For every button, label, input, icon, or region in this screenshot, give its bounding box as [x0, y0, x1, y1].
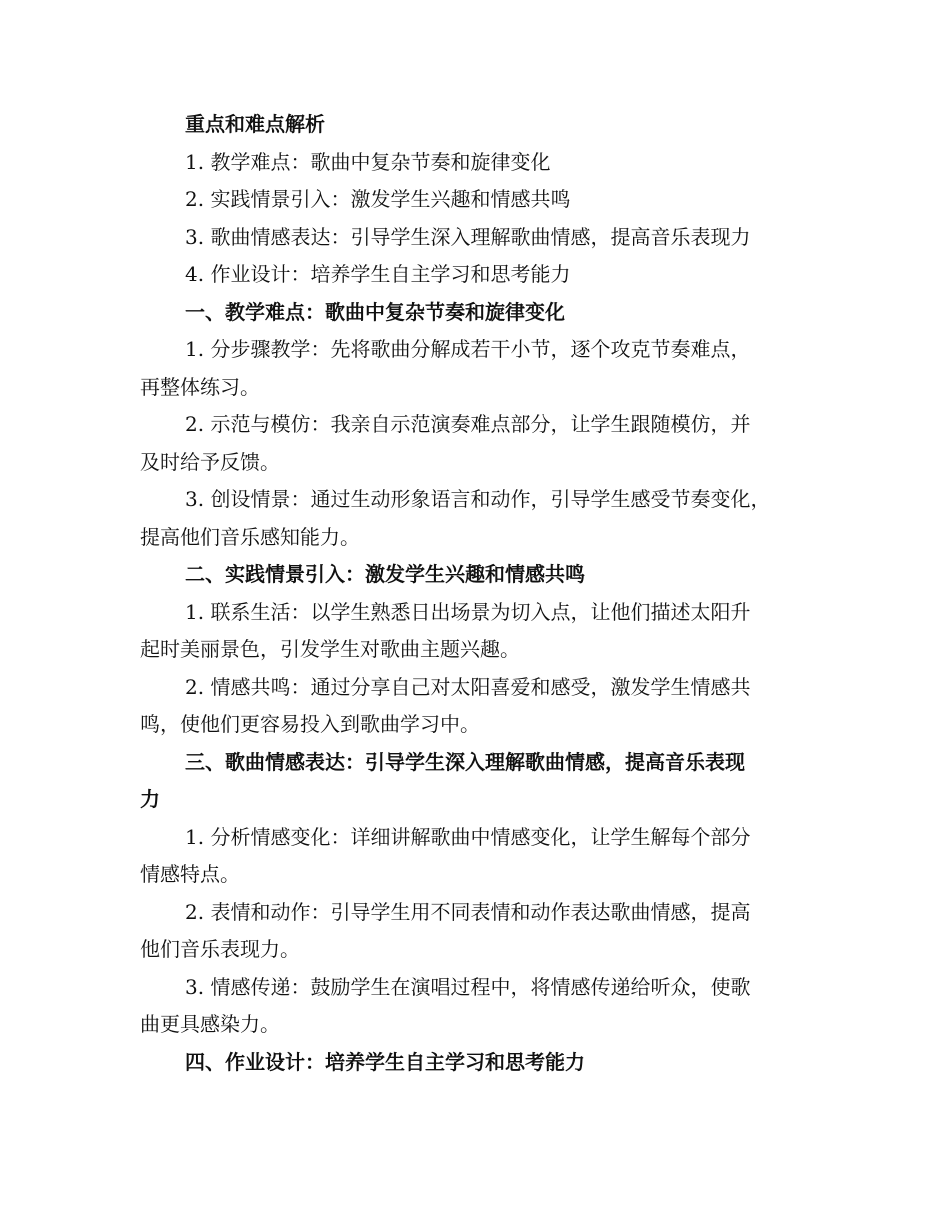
overview-item-4: 4. 作业设计：培养学生自主学习和思考能力	[185, 262, 571, 286]
section-2-item-1-line-1: 1. 联系生活：以学生熟悉日出场景为切入点，让他们描述太阳升	[185, 599, 751, 624]
section-2-heading: 二、实践情景引入：激发学生兴趣和情感共鸣	[185, 562, 585, 586]
section-3-item-2-line-2: 他们音乐表现力。	[140, 937, 300, 961]
section-1-item-1-line-2: 再整体练习。	[140, 374, 260, 399]
section-2-item-2-line-2: 鸣，使他们更容易投入到歌曲学习中。	[140, 712, 480, 736]
section-4-heading: 四、作业设计：培养学生自主学习和思考能力	[185, 1049, 585, 1074]
section-3-heading-line-1: 三、歌曲情感表达：引导学生深入理解歌曲情感，提高音乐表现	[185, 749, 745, 774]
section-1-heading: 一、教学难点：歌曲中复杂节奏和旋律变化	[185, 299, 565, 324]
section-1-item-2-line-1: 2. 示范与模仿：我亲自示范演奏难点部分，让学生跟随模仿，并	[185, 412, 751, 436]
section-1-item-3-line-1: 3. 创设情景：通过生动形象语言和动作，引导学生感受节奏变化，	[185, 487, 771, 511]
overview-item-3: 3. 歌曲情感表达：引导学生深入理解歌曲情感，提高音乐表现力	[185, 224, 751, 249]
section-3-heading-line-2: 力	[140, 787, 160, 811]
section-2-item-1-line-2: 起时美丽景色，引发学生对歌曲主题兴趣。	[140, 637, 520, 661]
section-3-item-1-line-1: 1. 分析情感变化：详细讲解歌曲中情感变化，让学生解每个部分	[185, 824, 751, 849]
section-2-item-2-line-1: 2. 情感共鸣：通过分享自己对太阳喜爱和感受，激发学生情感共	[185, 674, 751, 699]
section-3-item-2-line-1: 2. 表情和动作：引导学生用不同表情和动作表达歌曲情感，提高	[185, 899, 751, 924]
overview-item-1: 1. 教学难点：歌曲中复杂节奏和旋律变化	[185, 149, 551, 174]
section-3-item-1-line-2: 情感特点。	[140, 862, 240, 886]
overview-item-2: 2. 实践情景引入：激发学生兴趣和情感共鸣	[185, 187, 571, 211]
section-1-item-1-line-1: 1. 分步骤教学：先将歌曲分解成若干小节，逐个攻克节奏难点，	[185, 337, 751, 361]
document-title: 重点和难点解析	[185, 112, 325, 136]
section-3-item-3-line-1: 3. 情感传递：鼓励学生在演唱过程中，将情感传递给听众，使歌	[185, 974, 751, 999]
section-3-item-3-line-2: 曲更具感染力。	[140, 1012, 280, 1036]
document-body	[140, 106, 816, 1081]
section-1-item-3-line-2: 提高他们音乐感知能力。	[140, 524, 360, 549]
section-1-item-2-line-2: 及时给予反馈。	[140, 449, 280, 474]
